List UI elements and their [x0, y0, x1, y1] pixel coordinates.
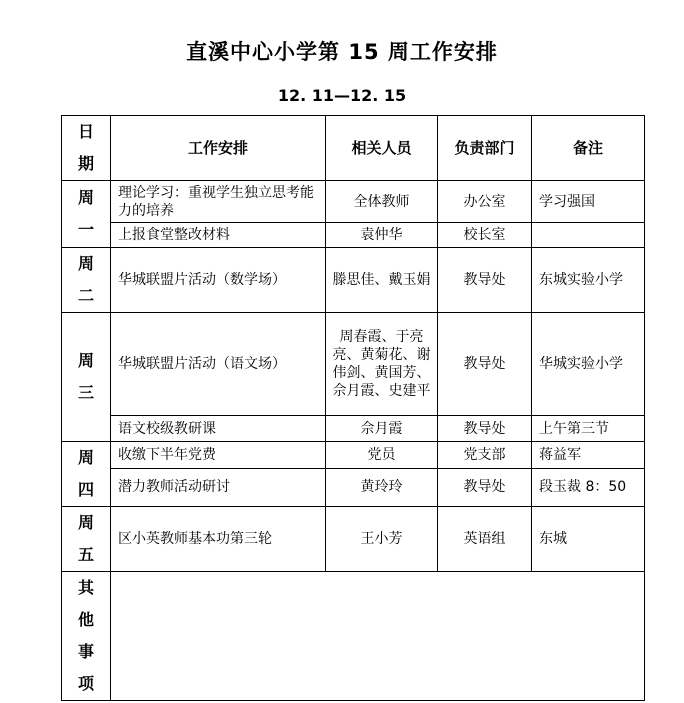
date-range: 12. 11—12. 15: [277, 86, 407, 105]
header-dept: 负责部门: [438, 116, 532, 181]
people-cell: 党员: [326, 442, 438, 469]
day-char: 周: [77, 513, 94, 532]
day-char: 一: [77, 220, 94, 239]
day-thursday: [62, 442, 111, 507]
work-cell: 华城联盟片活动（语文场）: [111, 313, 326, 416]
dept-cell: 办公室: [438, 181, 532, 223]
table-row: [62, 416, 645, 442]
people-cell: 黄玲玲: [326, 468, 438, 506]
table-row: [62, 223, 645, 248]
day-char: 事: [77, 642, 94, 661]
day-tuesday: [62, 248, 111, 313]
work-cell: 理论学习：重视学生独立思考能力的培养: [111, 181, 326, 223]
header-day-char: 日: [77, 122, 94, 141]
day-char: 项: [77, 674, 94, 693]
table-row: [62, 468, 645, 506]
day-char: 二: [77, 286, 94, 305]
day-char: 其: [77, 578, 94, 597]
other-matters-row: [62, 572, 645, 701]
table-row: [62, 181, 645, 223]
note-cell: 上午第三节: [532, 416, 645, 442]
dept-cell: 校长室: [438, 223, 532, 248]
table-row: [62, 507, 645, 572]
dept-cell: 教导处: [438, 416, 532, 442]
people-cell: 袁仲华: [326, 223, 438, 248]
day-char: 五: [77, 545, 94, 564]
work-cell: 华城联盟片活动（数学场）: [111, 248, 326, 313]
people-cell: 全体教师: [326, 181, 438, 223]
day-char: 周: [77, 188, 94, 207]
people-cell: 王小芳: [326, 507, 438, 572]
work-cell: 上报食堂整改材料: [111, 223, 326, 248]
note-cell: 华城实验小学: [532, 313, 645, 416]
work-cell: 潜力教师活动研讨: [111, 468, 326, 506]
page-title: 直溪中心小学第 15 周工作安排: [186, 40, 498, 64]
header-row: [62, 116, 645, 181]
people-cell: 周春霞、于亮亮、黄菊花、谢伟剑、黄国芳、佘月霞、史建平: [326, 313, 438, 416]
note-cell: 东城实验小学: [532, 248, 645, 313]
header-note: 备注: [532, 116, 645, 181]
work-cell: 收缴下半年党费: [111, 442, 326, 469]
header-day: [62, 116, 111, 181]
table-row: [62, 442, 645, 469]
day-char: 他: [77, 610, 94, 629]
note-cell: 东城: [532, 507, 645, 572]
other-matters-cell[interactable]: [111, 572, 645, 701]
work-cell: 语文校级教研课: [111, 416, 326, 442]
day-friday: [62, 507, 111, 572]
table-row: [62, 248, 645, 313]
dept-cell: 党支部: [438, 442, 532, 469]
header-work: 工作安排: [111, 116, 326, 181]
dept-cell: 英语组: [438, 507, 532, 572]
note-cell: 蒋益军: [532, 442, 645, 469]
schedule-table: [61, 115, 645, 701]
header-day-char: 期: [77, 154, 94, 173]
dept-cell: 教导处: [438, 248, 532, 313]
people-cell: 滕思佳、戴玉娟: [326, 248, 438, 313]
note-cell: 学习强国: [532, 181, 645, 223]
day-other: [62, 572, 111, 701]
day-char: 周: [77, 254, 94, 273]
day-wednesday: [62, 313, 111, 442]
people-cell: 佘月霞: [326, 416, 438, 442]
dept-cell: 教导处: [438, 313, 532, 416]
day-char: 周: [77, 448, 94, 467]
day-char: 三: [77, 383, 94, 402]
day-char: 四: [77, 480, 94, 499]
note-cell: 段玉裁 8：50: [532, 468, 645, 506]
dept-cell: 教导处: [438, 468, 532, 506]
table-row: [62, 313, 645, 416]
day-monday: [62, 181, 111, 248]
day-char: 周: [77, 351, 94, 370]
work-cell: 区小英教师基本功第三轮: [111, 507, 326, 572]
note-cell: [532, 223, 645, 248]
header-people: 相关人员: [326, 116, 438, 181]
